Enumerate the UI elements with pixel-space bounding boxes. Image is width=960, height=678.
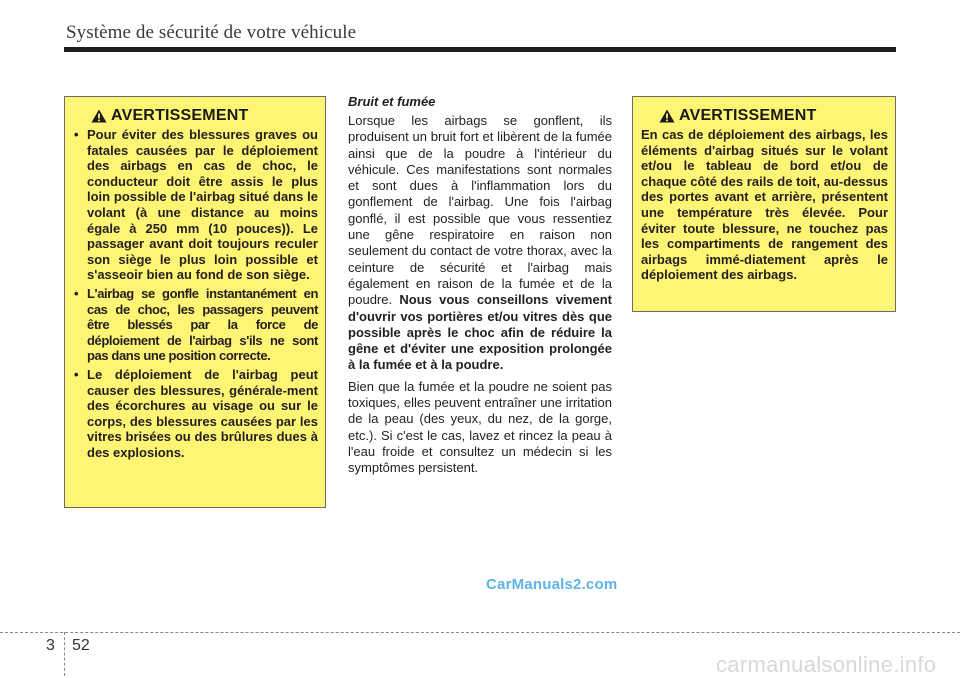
chapter-number: 3 (46, 637, 55, 654)
warning-header (659, 107, 888, 125)
warning-title: AVERTISSEMENT (111, 107, 249, 124)
footer-rule (0, 632, 960, 633)
body-text: Lorsque les airbags se gonflent, ils produisent un bruit fort et libèrent de la fumée ainsi que de la poudre à l'intérieur du véhicule. Ces manifestations sont normales et sont dues à l'inflammation lors du gonflement de l'airbag. Une fois l'airbag gonflé, il est possible que vous ressentiez une gêne respiratoire en raison non seulement du contact de votre thorax, avec la ceinture de sécurité et l'airbag mais également en raison de la fumée et de la poudre. (348, 113, 612, 308)
warning-list (73, 127, 318, 460)
warning-item-text: L'airbag se gonfle instantanément en cas de choc, les passagers peuvent être blessés par la force de déploiement de l'airbag s'ils ne sont pas dans une position correcte. (87, 285, 318, 364)
footer-site-watermark: carmanualsonline.info (716, 652, 937, 677)
page-number: 52 (72, 637, 90, 654)
warning-header (91, 107, 318, 125)
warning-item (73, 127, 318, 283)
body-paragraph: Bien que la fumée et la poudre ne soient pas toxiques, elles peuvent entraîner une irritation de la peau (des yeux, du nez, de la gorge, etc.). Si c'est le cas, lavez et rincez la peau à l'eau froide et consultez un médecin si les symptômes persistent. (348, 378, 612, 476)
page-title: Système de sécurité de votre véhicule (66, 22, 357, 43)
bullet: • (74, 127, 79, 142)
body-text-emphasis: Nous vous conseillons vivement d'ouvrir vos portières et/ou vitres dès que possible après le choc afin de réduire la gêne et d'éviter une exposition prolongée à la fumée et à la poudre. (348, 292, 612, 373)
body-paragraph (348, 113, 612, 374)
warning-triangle-icon (91, 109, 107, 123)
watermark-link[interactable]: CarManuals2.com (486, 576, 618, 593)
warning-title: AVERTISSEMENT (679, 107, 817, 124)
warning-box-right (632, 96, 896, 312)
bullet: • (74, 366, 79, 382)
title-rule (64, 47, 896, 52)
warning-item-text: Le déploiement de l'airbag peut causer des blessures, générale-ment des écorchures au visage ou sur le corps, des blessures causées par les vitres brisées ou des brûlures dues à des explosions. (87, 366, 318, 460)
warning-box-left (64, 96, 326, 508)
section-heading: Bruit et fumée (348, 94, 436, 109)
warning-item (73, 367, 318, 461)
warning-item (73, 286, 318, 364)
warning-triangle-icon (659, 109, 675, 123)
main-text-column (348, 94, 612, 482)
warning-item-text: Pour éviter des blessures graves ou fatales causées par le déploiement des airbags en cas de choc, le conducteur doit être assis le plus loin possible de l'airbag situé dans le volant (à une distance au moins égale à 250 mm (10 pouces)). Le passager avant doit toujours reculer son siège le plus loin possible et s'asseoir bien au fond de son siège. (87, 127, 318, 283)
warning-text: En cas de déploiement des airbags, les éléments d'airbag situés sur le volant et/ou le tableau de bord et/ou de chaque côté des rails de toit, au-dessus des portes avant et arrière, présentent une température très élevée. Pour éviter toute blessure, ne touchez pas les compartiments de rangement des airbags immé-diatement après le déploiement des airbags. (641, 127, 888, 283)
bullet: • (74, 285, 79, 301)
footer-divider (64, 632, 65, 676)
